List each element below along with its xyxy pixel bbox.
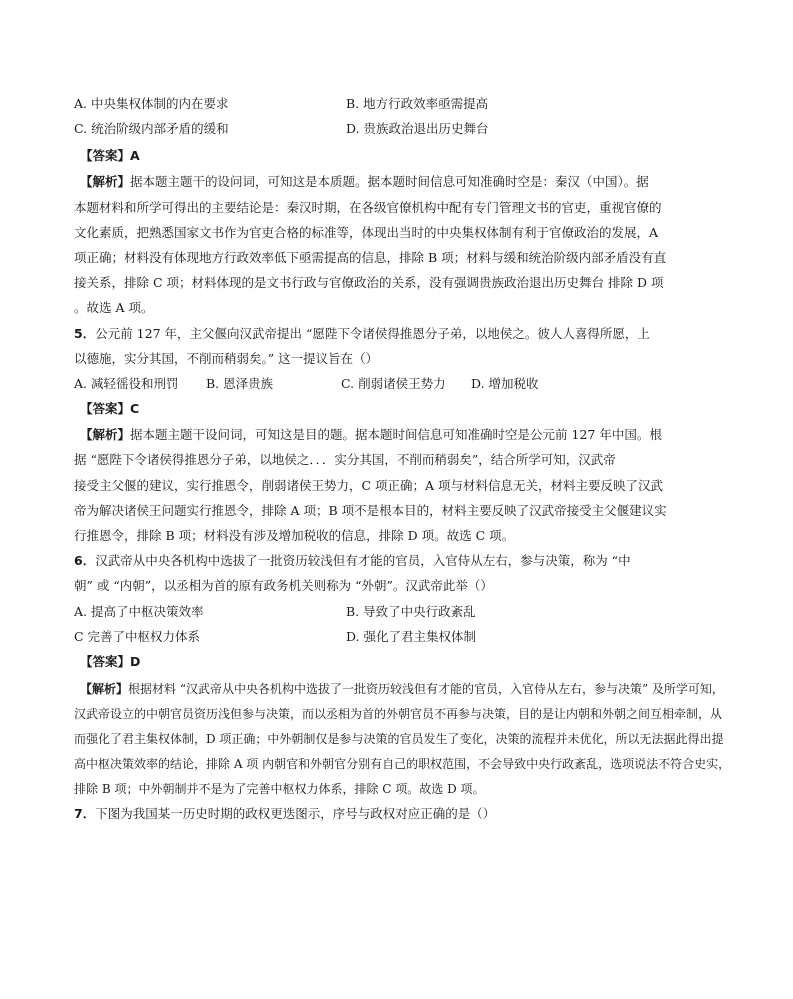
q6-stem-line-2: 朝” 或 “内朝”，以丞相为首的原有政务机关则称为 “外朝”。汉武帝此举（）	[74, 578, 493, 593]
q4-answer-label: 【答案】	[80, 148, 131, 163]
q6-number: 6．	[74, 553, 96, 568]
q6-option-a: A. 提高了中枢决策效率	[74, 604, 204, 619]
q4-option-a: A. 中央集权体制的内在要求	[74, 96, 229, 111]
q6-analysis-line-2: 汉武帝设立的中朝官员资历浅但参与决策，而以丞相为首的外朝官员不再参与决策，目的是让内朝和外朝之间互相牵制，从	[74, 707, 723, 721]
q4-option-d: D. 贵族政治退出历史舞台	[346, 121, 489, 136]
q6-option-c: C 完善了中枢权力体系	[74, 629, 201, 644]
q6-analysis-line-4: 高中枢决策效率的结论，排除 A 项 内朝官和外朝官分别有自己的职权范围，不会导致中央行政紊乱，选项说法不符合史实，	[74, 757, 731, 771]
q5-answer-label: 【答案】	[80, 401, 131, 416]
q5-option-c: C. 削弱诸侯王势力	[341, 376, 446, 391]
q4-analysis-label: 【解析】	[80, 174, 131, 189]
q4-analysis-line-3: 文化素质，把熟悉国家文书作为官吏合格的标准等，体现出当时的中央集权体制有利于官僚政治的发展，A	[74, 225, 659, 240]
q6-analysis-line-3: 而强化了君主集权体制，D 项正确；中外朝制仅是参与决策的官员发生了变化，决策的流程并未优化，所以无法据此得出提	[74, 732, 724, 746]
q6-option-d: D. 强化了君主集权体制	[346, 629, 477, 644]
q6-answer-label: 【答案】	[80, 654, 131, 669]
q5-analysis-line-5: 行推恩令，排除 B 项；材料没有涉及增加税收的信息，排除 D 项。故选 C 项。	[74, 528, 515, 543]
q6-option-b: B. 导致了中央行政紊乱	[346, 604, 476, 619]
q5-analysis-label: 【解析】	[80, 427, 131, 442]
q5-stem-line-2: 以德施，实分其国，不削而稍弱矣。” 这一提议旨在（）	[74, 351, 379, 366]
q4-option-c: C. 统治阶级内部矛盾的缓和	[74, 121, 229, 136]
q4-analysis-line-5: 接关系，排除 C 项；材料体现的是文书行政与官僚政治的关系，没有强调贵族政治退出历史舞台 排除 D 项	[74, 275, 664, 290]
q5-option-d: D. 增加税收	[471, 376, 539, 391]
q4-analysis-line-2: 本题材料和所学可得出的主要结论是：秦汉时期，在各级官僚机构中配有专门管理文书的官吏，重视官僚的	[74, 200, 662, 215]
q6-analysis-line-1	[80, 681, 724, 697]
q6-analysis-text: 根据材料 “汉武帝从中央各机构中选拔了一批资历较浅但有才能的官员，入官侍从左右，参与决策” 及所学可知，	[128, 682, 724, 696]
q4-answer-value: A	[130, 148, 140, 163]
q5-answer	[80, 401, 720, 417]
q5-analysis-line-3: 接受主父偃的建议，实行推恩令，削弱诸侯王势力，C 项正确；A 项与材料信息无关，材料主要反映了汉武	[74, 478, 664, 493]
q5-analysis-line-2: 据 “愿陛下令诸侯得推恩分子弟，以地侯之．．．实分其国，不削而稍弱矣”，结合所学可知，汉武帝	[74, 452, 616, 467]
q6-analysis-line-5: 排除 B 项；中外朝制并不是为了完善中枢权力体系，排除 C 项。故选 D 项。	[74, 782, 485, 796]
q7-number: 7．	[74, 806, 96, 821]
q4-answer	[80, 148, 720, 164]
q5-analysis-line-1	[80, 427, 720, 443]
q6-answer	[80, 654, 720, 670]
q4-analysis-line-4: 项正确；材料没有体现地方行政效率低下亟需提高的信息，排除 B 项；材料与缓和统治阶级内部矛盾没有直	[74, 250, 667, 265]
q4-analysis-text: 据本题主题干的设问词，可知这是本质题。据本题时间信息可知准确时空是：秦汉（中国）。据	[130, 174, 649, 189]
q4-option-b: B. 地方行政效率亟需提高	[346, 96, 489, 111]
q6-stem-line-1	[74, 553, 714, 569]
q6-answer-value: D	[130, 654, 141, 669]
q4-analysis-line-1	[80, 174, 720, 190]
q4-analysis-line-6: 。故选 A 项。	[74, 300, 154, 315]
q7-stem-text: 下图为我国某一历史时期的政权更迭图示，序号与政权对应正确的是（）	[95, 806, 496, 821]
q5-number: 5．	[74, 326, 96, 341]
q5-stem-line-1	[74, 326, 714, 342]
q5-stem-text: 公元前 127 年，主父偃向汉武帝提出 “愿陛下令诸侯得推恩分子弟，以地侯之。彼人人喜得所愿，上	[95, 326, 650, 341]
q7-stem	[74, 806, 714, 822]
q5-answer-value: C	[130, 401, 140, 416]
q5-analysis-text: 据本题主题干设问词，可知这是目的题。据本题时间信息可知准确时空是公元前 127 年中国。根	[130, 427, 662, 442]
q6-stem-text: 汉武帝从中央各机构中选拔了一批资历较浅但有才能的官员，入官侍从左右，参与决策，称为 “中	[95, 553, 631, 568]
q5-option-a: A. 减轻徭役和刑罚	[74, 376, 179, 391]
q5-analysis-line-4: 帝为解决诸侯王问题实行推恩令，排除 A 项；B 项不是根本目的，材料主要反映了汉武帝接受主父偃建议实	[74, 503, 667, 518]
q6-analysis-label: 【解析】	[80, 682, 129, 696]
q5-option-b: B. 恩泽贵族	[206, 376, 274, 391]
